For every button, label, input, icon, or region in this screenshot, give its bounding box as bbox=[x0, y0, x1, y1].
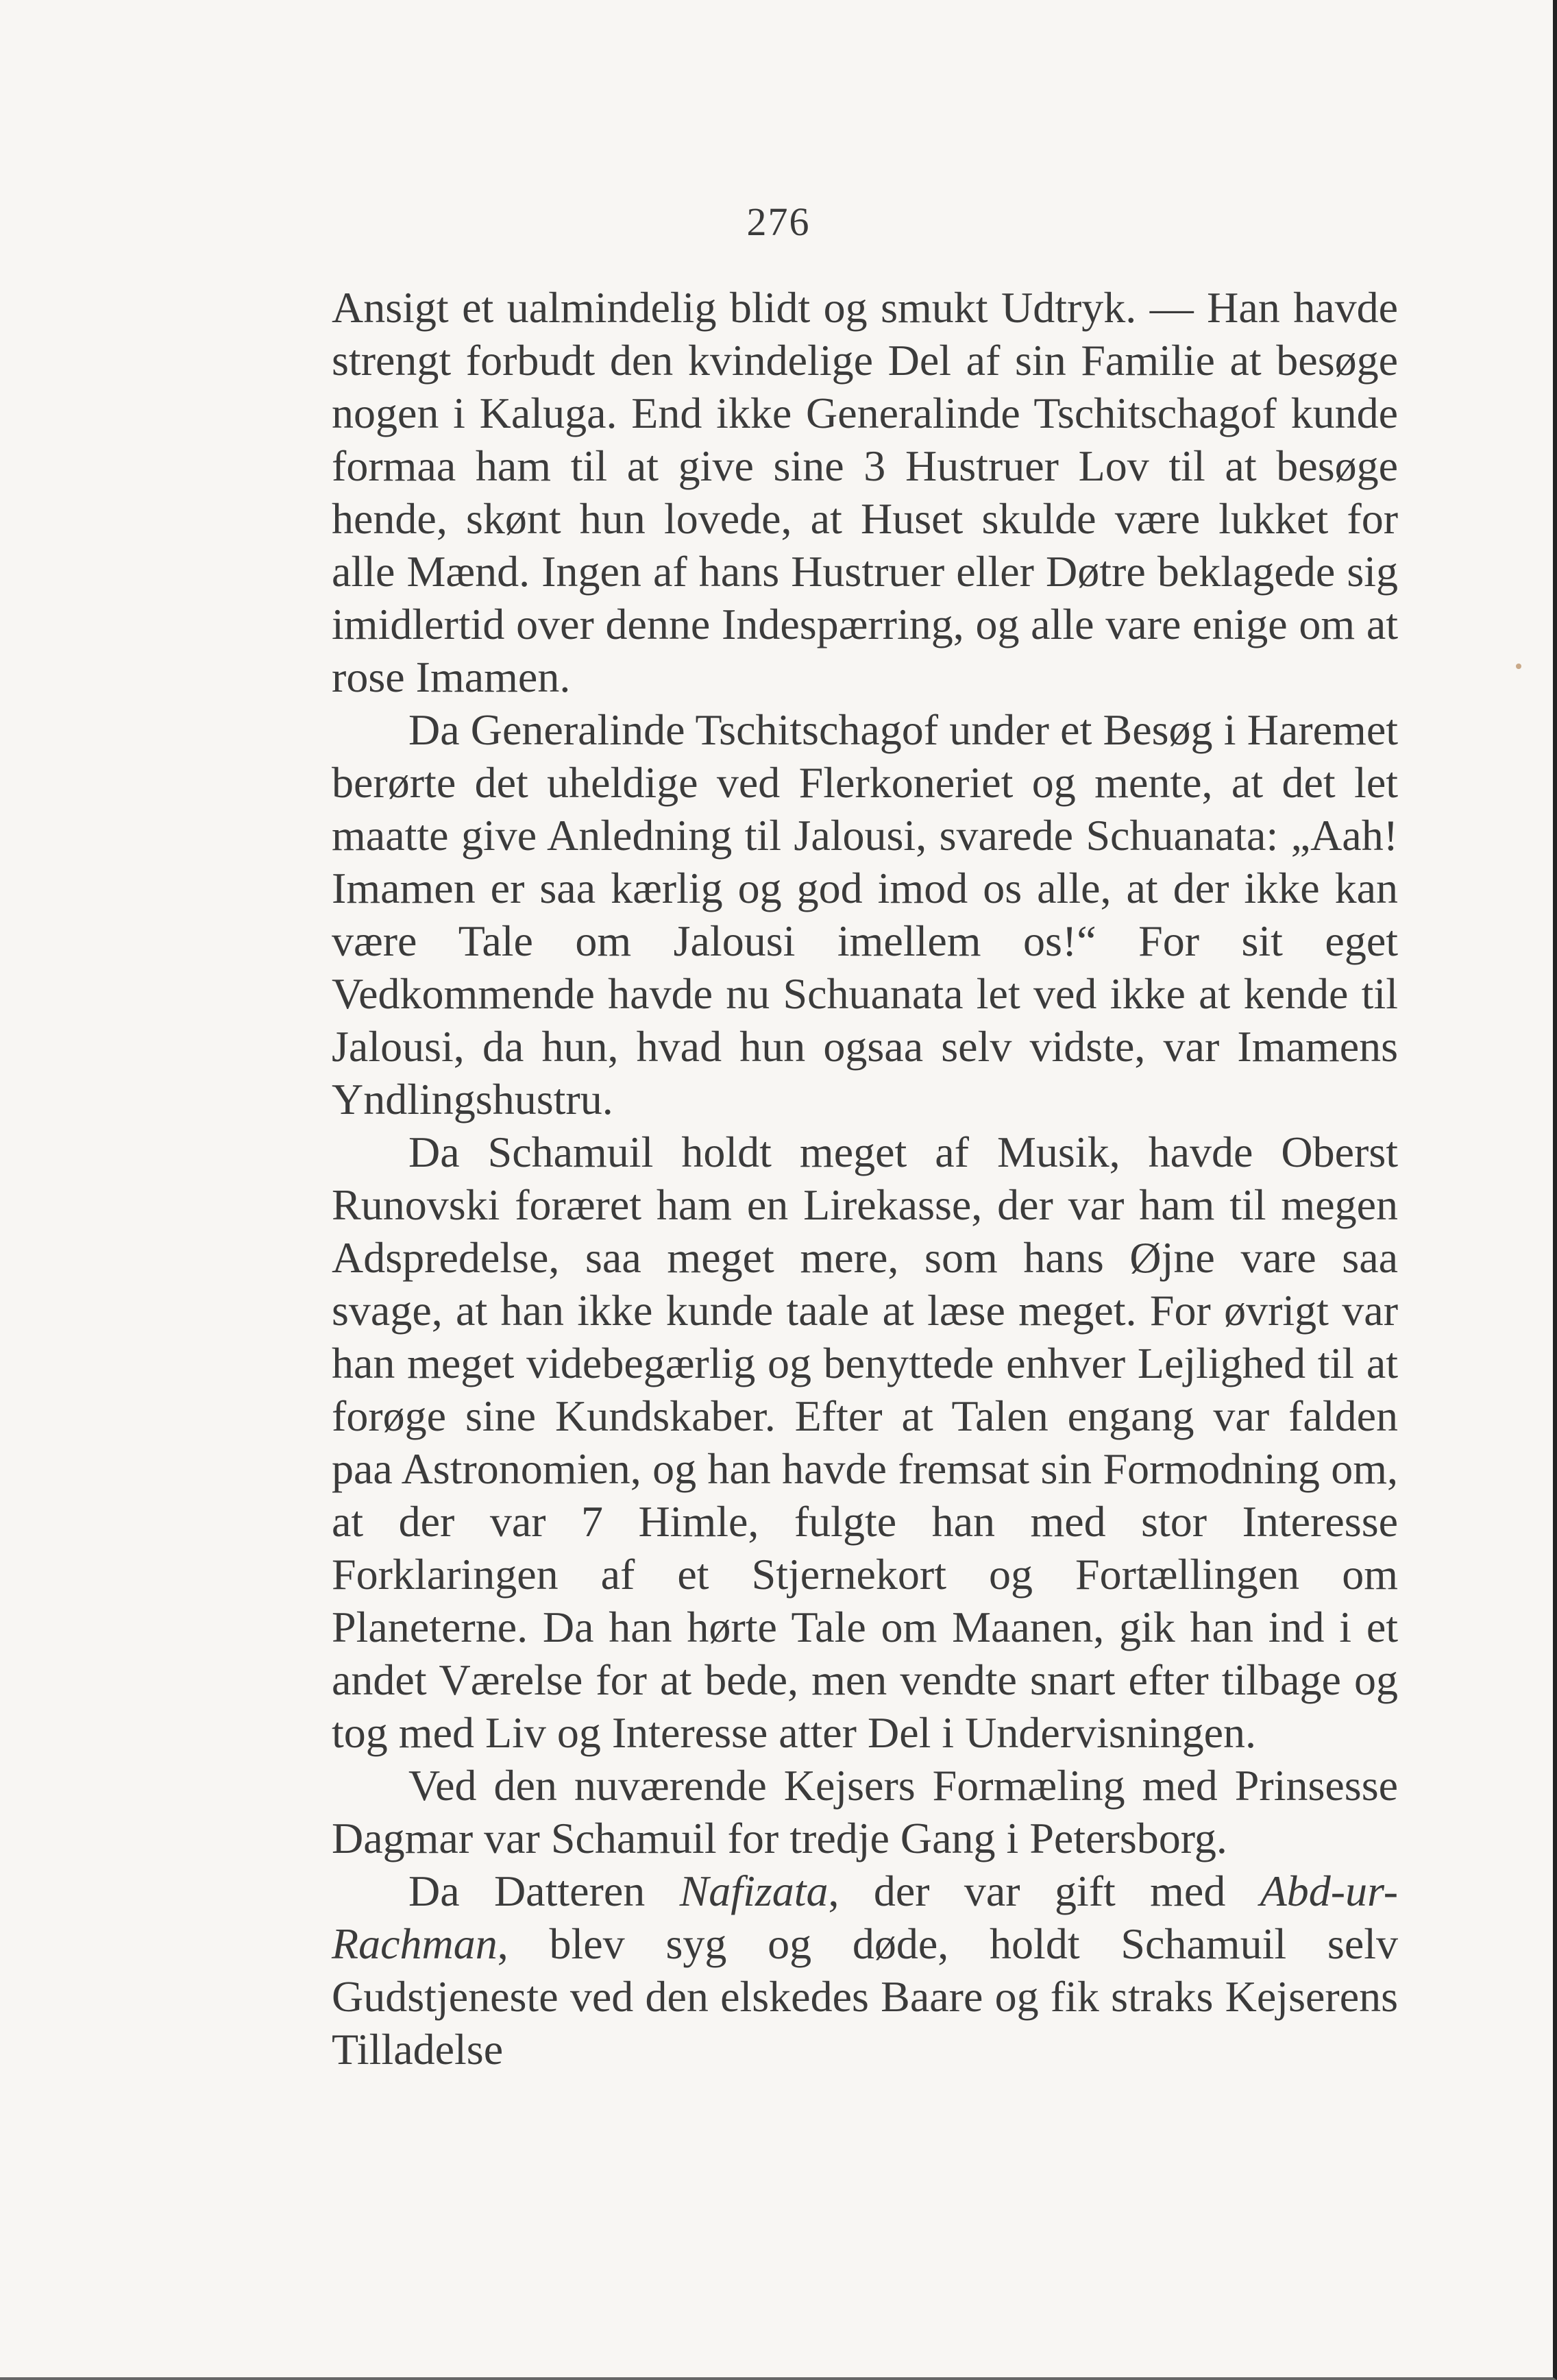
italic-name-abd-ur-rachman: Abd-ur-Rachman bbox=[332, 1867, 1399, 1968]
paragraph-5-middle: , der var gift med bbox=[828, 1867, 1260, 1915]
paragraph-2: Da Generalinde Tschitschagof under et Besøg i Haremet berørte det uheldige ved Flerkoneriet og mente, at det let maatte give Anledning til Jalousi, svarede Schuanata: „Aah! Imamen er saa kærlig og god imod os alle, at der ikke kan være Tale om Jalousi imellem os!“ For sit eget Vedkommende havde nu Schuanata let ved ikke at kende til Jalousi, da hun, hvad hun ogsaa selv vidste, var Imamens Yndlingshustru. bbox=[332, 705, 1398, 1124]
paragraph-5-before: Da Datteren bbox=[408, 1867, 680, 1915]
italic-name-nafizata: Nafizata bbox=[679, 1867, 829, 1915]
paragraph-5 bbox=[332, 1865, 1398, 2076]
paragraph-4: Ved den nuværende Kejsers Formæling med Prinsesse Dagmar var Schamuil for tredje Gang i Petersborg. bbox=[332, 1761, 1398, 1862]
body-text bbox=[332, 281, 1398, 2076]
paragraph-1: Ansigt et ualmindelig blidt og smukt Udtryk. — Han havde strengt forbudt den kvindelige Del af sin Familie at besøge nogen i Kaluga. End ikke Generalinde Tschitschagof kunde formaa ham til at give sine 3 Hustruer Lov til at besøge hende, skønt hun lovede, at Huset skulde være lukket for alle Mænd. Ingen af hans Hustruer eller Døtre beklagede sig imidlertid over denne Indespærring, og alle vare enige om at rose Imamen. bbox=[332, 283, 1398, 701]
paper-speck bbox=[1516, 664, 1521, 669]
paragraph-5-after: , blev syg og døde, holdt Schamuil selv Gudstjeneste ved den elskedes Baare og fik straks Kejserens Tilladelse bbox=[332, 1919, 1398, 2074]
paragraph-3: Da Schamuil holdt meget af Musik, havde Oberst Runovski foræret ham en Lirekasse, der var ham til megen Adspredelse, saa meget mere, som hans Øjne vare saa svage, at han ikke kunde taale at læse meget. For øvrigt var han meget videbegærlig og benyttede enhver Lejlighed til at forøge sine Kundskaber. Efter at Talen engang var falden paa Astronomien, og han havde fremsat sin Formodning om, at der var 7 Himle, fulgte han med stor Interesse Forklaringen af et Stjernekort og Fortællingen om Planeterne. Da han hørte Tale om Maanen, gik han ind i et andet Værelse for at bede, men vendte snart efter tilbage og tog med Liv og Interesse atter Del i Undervisningen. bbox=[332, 1128, 1398, 1757]
page-number: 276 bbox=[746, 199, 811, 244]
